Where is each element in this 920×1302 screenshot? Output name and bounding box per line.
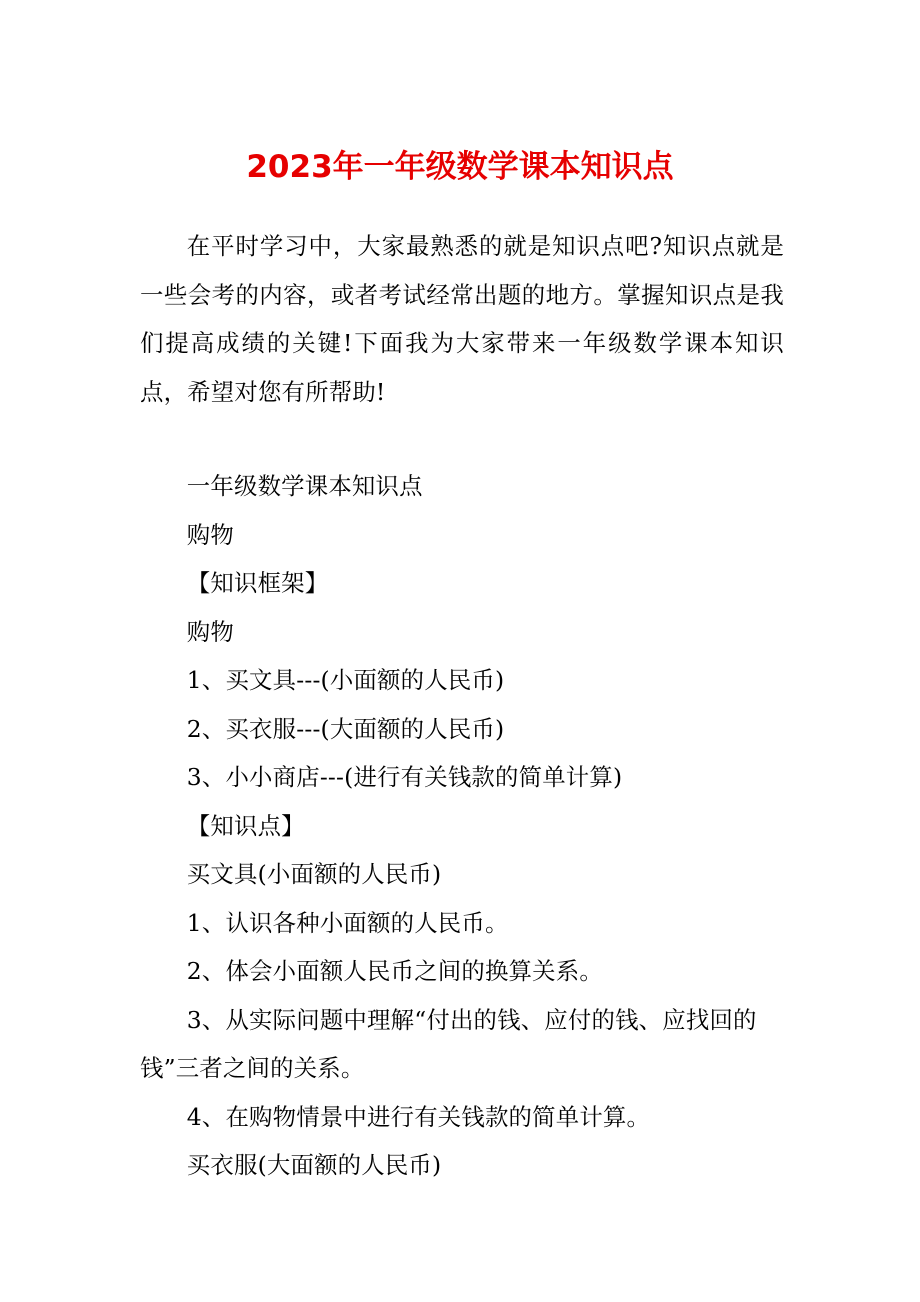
framework-heading: 【知识框架】 xyxy=(186,569,329,597)
knowledge-item: 4、在购物情景中进行有关钱款的简单计算。 xyxy=(186,1102,651,1131)
knowledge-item: 2、体会小面额人民币之间的换算关系。 xyxy=(186,957,603,985)
content-lines xyxy=(140,462,784,1190)
framework-item: 1、买文具---(小面额的人民币) xyxy=(186,666,505,694)
framework-topic: 购物 xyxy=(186,617,234,646)
knowledge-item: 1、认识各种小面额的人民币。 xyxy=(186,908,509,937)
framework-item: 3、小小商店---(进行有关钱款的简单计算) xyxy=(186,763,623,791)
knowledge-heading: 【知识点】 xyxy=(186,811,305,840)
section-heading: 一年级数学课本知识点 xyxy=(186,472,423,500)
framework-item: 2、买衣服---(大面额的人民币) xyxy=(186,714,505,743)
topic-heading: 购物 xyxy=(186,520,234,549)
subtopic-heading: 买衣服(大面额的人民币) xyxy=(186,1151,442,1179)
knowledge-item: 3、从实际问题中理解“付出的钱、应付的钱、应找回的钱”三者之间的关系。 xyxy=(140,1005,757,1082)
document-title: 2023年一年级数学课本知识点 xyxy=(246,149,674,185)
intro-paragraph: 在平时学习中，大家最熟悉的就是知识点吧?知识点就是一些会考的内容，或者考试经常出题的地方。掌握知识点是我们提高成绩的关键!下面我为大家带来一年级数学课本知识点，希望对您有所帮助! xyxy=(140,232,784,406)
subtopic-heading: 买文具(小面额的人民币) xyxy=(186,860,442,888)
